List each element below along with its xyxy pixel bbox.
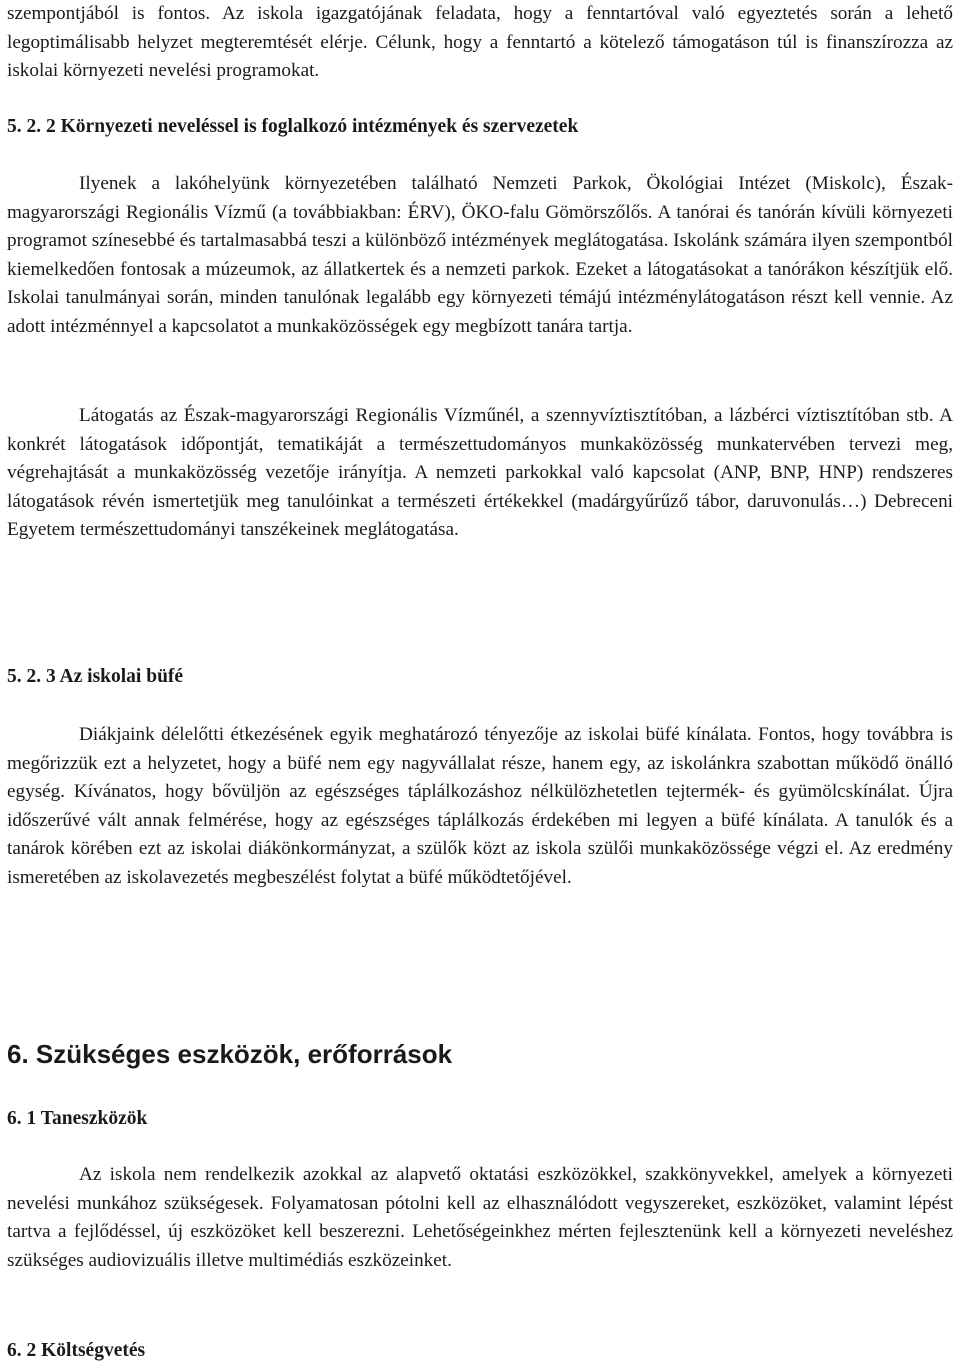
heading-5-2-2: 5. 2. 2 Környezeti neveléssel is foglalkozó intézmények és szervezetek: [7, 116, 579, 137]
heading-6-2: 6. 2 Költségvetés: [7, 1340, 146, 1361]
section-5-2-2-paragraph-2: Látogatás az Észak-magyarországi Regionális Vízműnél, a szennyvíztisztítóban, a lázbérci víztisztítóban stb. A konkrét látogatások időpontját, tematikáját a természettudományos munkaközösség munkatervében tervezi meg, végrehajtását a munkaközösség vezetője irányítja. A nemzeti parkokkal való kapcsolat (ANP, BNP, HNP) rendszeres látogatások révén ismertetjük meg tanulóinkat a természeti értékekkel (madárgyűrűző tábor, daruvonulás…) Debreceni Egyetem természettudományi tanszékeinek meglátogatása.: [7, 405, 953, 541]
section-5-2-3-paragraph-1: Diákjaink délelőtti étkezésének egyik meghatározó tényezője az iskolai büfé kínálata. Fontos, hogy továbbra is megőrizzük ezt a helyzetet, hogy a büfé nem egy nagyvállalat része, hanem egy, az iskolánkra szabottan működő önálló egység. Kívánatos, hogy bővüljön az egészséges táplálkozáshoz nélkülözhetetlen tejtermék- és gyümölcskínálat. Újra időszerűvé vált annak felmérése, hogy az egészséges táplálkozás érdekében mi legyen a büfé kínálata. A tanulók és a tanárok körében ezt az iskolai diákönkormányzat, a szülők közt az iskola szülői munkaközössége végzi el. Az eredmény ismeretében az iskolavezetés megbeszélést folytat a büfé működtetőjével.: [7, 724, 953, 888]
heading-6-1: 6. 1 Taneszközök: [7, 1108, 148, 1129]
section-5-2-2-paragraph-1: Ilyenek a lakóhelyünk környezetében található Nemzeti Parkok, Ökológiai Intézet (Miskolc), Észak-magyarországi Regionális Vízmű (a továbbiakban: ÉRV), ÖKO-falu Gömörszőlős. A tanórai és tanórán kívüli környezeti programot színesebbé és tartalmasabbá teszi a különböző intézmények meglátogatása. Iskolánk számára ilyen szempontból kiemelkedően fontosak a múzeumok, az állatkertek és a nemzeti parkok. Ezeket a látogatásokat a tanórákon készítjük elő. Iskolai tanulmányai során, minden tanulónak legalább egy környezeti témájú intézménylátogatáson részt kell vennie. Az adott intézménnyel a kapcsolatot a munkaközösségek egy megbízott tanára tartja.: [7, 173, 953, 337]
chapter-6-heading: 6. Szükséges eszközök, erőforrások: [7, 1039, 453, 1069]
heading-5-2-3: 5. 2. 3 Az iskolai büfé: [7, 666, 184, 687]
section-6-1-paragraph-1: Az iskola nem rendelkezik azokkal az alapvető oktatási eszközökkel, szakkönyvekkel, amelyek a környezeti nevelési munkához szükségesek. Folyamatosan pótolni kell az elhasználódott vegyszereket, eszközöket, valamint lépést tartva a fejlődéssel, új eszközöket kell beszerezni. Lehetőségeinkhez mérten fejlesztenünk kell a környezeti neveléshez szükséges audiovizuális illetve multimédiás eszközeinket.: [7, 1164, 953, 1271]
intro-paragraph: szempontjából is fontos. Az iskola igazgatójának feladata, hogy a fenntartóval való egyeztetés során a lehető legoptimálisabb helyzet megteremtését elérje. Célunk, hogy a fenntartó a kötelező támogatáson túl is finanszírozza az iskolai környezeti nevelési programokat.: [7, 3, 953, 82]
